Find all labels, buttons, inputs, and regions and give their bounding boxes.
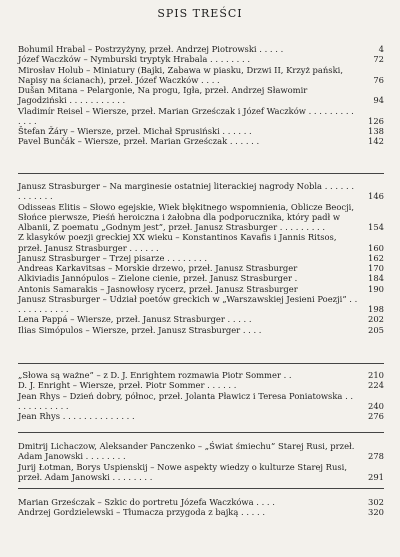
section-divider (18, 173, 384, 174)
toc-entry (18, 411, 384, 421)
toc-entry (18, 44, 384, 54)
toc-entry-page: 278 (368, 451, 384, 462)
toc-entry (18, 380, 384, 390)
toc-entry (18, 391, 384, 412)
toc-entry-text: Marian Grześczak – Szkic do portretu Józefa Waczkówa . . . . (18, 497, 275, 507)
toc-entry-text: Janusz Strasburger – Udział poetów greckich w „Warszawskiej Jesieni Poezji” . . . . . . . . . . . . (18, 293, 358, 314)
toc-entry (18, 294, 384, 315)
toc-entry-page: 76 (373, 74, 384, 85)
toc-entry-text: Štefan Žáry – Wiersze, przeł. Michał Sprusiński . . . . . . (18, 126, 252, 136)
toc-entry (18, 181, 384, 202)
toc-entry-page: 184 (368, 273, 384, 284)
toc-entry-page: 302 (368, 497, 384, 507)
toc-entry (18, 106, 384, 127)
toc-entry-text: Antonis Samarakis – Jasnowłosy rycerz, przeł. Janusz Strasburger (18, 283, 298, 294)
toc-entry (18, 263, 384, 273)
toc-entry-page: 142 (368, 136, 384, 147)
toc-entry (18, 54, 384, 64)
toc-entry (18, 136, 384, 146)
toc-entry-page: 205 (368, 324, 384, 335)
toc-entry-text: Janusz Strasburger – Trzej pisarze . . . . . . . . (18, 252, 208, 263)
toc-entry (18, 85, 384, 106)
section-divider (18, 363, 384, 364)
toc-entry-page: 210 (368, 370, 384, 380)
toc-entry-text: Ilias Simópulos – Wiersze, przeł. Janusz Strasburger . . . . (18, 324, 262, 335)
toc-entry-page: 160 (368, 242, 384, 253)
toc-entry-page: 240 (368, 400, 384, 411)
toc-entry-page: 202 (368, 314, 384, 325)
toc-entry (18, 497, 384, 507)
toc-entry (18, 314, 384, 324)
toc-entry-text: Jean Rhys – Dzień dobry, północ, przeł. Jolanta Pławicz i Teresa Poniatowska . . . . . . . . . . . . (18, 390, 354, 411)
toc-entry-text: Andreas Karkavitsas – Morskie drzewo, przeł. Janusz Strasburger (18, 263, 298, 273)
toc-section-3 (18, 370, 384, 421)
toc-entry (18, 253, 384, 263)
toc-entry-text: Janusz Strasburger – Na marginesie ostatniej literackiej nagrody Nobla . . . . . . . . . . . . . (18, 181, 354, 202)
toc-entry (18, 370, 384, 380)
toc-entry-page: 154 (368, 222, 384, 232)
toc-entry-page: 126 (368, 115, 384, 126)
toc-entry-page: 4 (378, 44, 384, 54)
toc-entry-page: 94 (373, 95, 384, 106)
toc-entry-text: Józef Waczków – Nymburski tryptyk Hrabala . . . . . . . . (18, 54, 250, 65)
toc-entry-text: Z klasyków poezji greckiej XX wieku – Konstantinos Kavafis i Jannis Ritsos, przeł. Janusz Strasburger . . . . . . (18, 232, 337, 253)
toc-entry-text: Odisseas Elitis – Słowo egejskie, Wiek błękitnego wspomnienia, Oblicze Beocji, Słońce pierwsze, Pieśń heroiczna i żałobna dla podporucznika, który padł w Albanii, Z poematu „Godnym jest”, przeł. Janusz Strasburger . . . . . . . . . (18, 201, 355, 232)
section-divider (18, 432, 384, 433)
toc-entry-page: 72 (373, 54, 384, 65)
toc-entry-text: Jurij Łotman, Borys Uspienskij – Nowe aspekty wiedzy o kulturze Starej Rusi, przeł. Adam Janowski . . . . . . . . (18, 461, 348, 482)
toc-entry-page: 170 (368, 263, 384, 273)
toc-entry (18, 441, 384, 462)
toc-entry-text: Alkiviadis Jannópulos – Zielone cienie, przeł. Janusz Strasburger . (18, 273, 298, 284)
toc-section-1 (18, 44, 384, 147)
toc-entry-text: D. J. Enright – Wiersze, przeł. Piotr Sommer . . . . . . (18, 380, 237, 391)
toc-entry (18, 232, 384, 253)
toc-entry-page: 138 (368, 126, 384, 136)
toc-entry-text: Bohumil Hrabal – Postrzyżyny, przeł. Andrzej Piotrowski . . . . . (18, 44, 284, 54)
toc-entry (18, 325, 384, 335)
toc-section-5 (18, 497, 384, 518)
toc-entry-text: Mirosłav Holub – Miniatury (Bajki, Zabawa w piasku, Drzwi II, Krzyż pański, Napisy na ścianach), przeł. Józef Waczków . . . . (18, 64, 344, 85)
toc-entry-page: 224 (368, 380, 384, 391)
toc-entry-text: Andrzej Gordzielewski – Tłumacza przygoda z bajką . . . . . (18, 507, 265, 518)
toc-entry-text: Dmitrij Lichaczow, Aleksander Panczenko – „Świat śmiechu” Starej Rusi, przeł. Adam Janowski . . . . . . . . (18, 441, 355, 462)
toc-entry-text: Pavel Bunčák – Wiersze, przeł. Marian Grześczak . . . . . . (18, 136, 260, 147)
toc-entry (18, 507, 384, 517)
toc-entry-page: 162 (368, 252, 384, 263)
toc-entry-page: 146 (368, 191, 384, 202)
toc-section-2 (18, 181, 384, 335)
toc-entry-text: „Słowa są ważne” – z D. J. Enrightem rozmawia Piotr Sommer . . (18, 370, 292, 380)
toc-entry-page: 198 (368, 304, 384, 314)
toc-entry (18, 202, 384, 233)
toc-entry (18, 462, 384, 483)
toc-entry-text: Lena Pappá – Wiersze, przeł. Janusz Strasburger . . . . . (18, 314, 252, 325)
toc-entry-page: 190 (368, 283, 384, 294)
toc-entry-page: 291 (368, 471, 384, 482)
page-title: SPIS TREŚCI (157, 7, 243, 20)
toc-entry-page: 320 (368, 507, 384, 518)
toc-entry-text: Vladimír Reisel – Wiersze, przeł. Marian Grześczak i Józef Waczków . . . . . . . . . . . . . (18, 105, 354, 126)
toc-entry (18, 273, 384, 283)
toc-entry-page: 276 (368, 411, 384, 421)
toc-section-4 (18, 441, 384, 482)
toc-entry (18, 126, 384, 136)
toc-entry (18, 65, 384, 86)
toc-entry-text: Dušan Mitana – Pelargonie, Na progu, Igła, przeł. Andrzej Sławomir Jagodziński . . . . . . . . . . . (18, 85, 308, 106)
toc-entry (18, 284, 384, 294)
section-divider (18, 488, 384, 489)
toc-entry-text: Jean Rhys . . . . . . . . . . . . . . (18, 411, 135, 421)
